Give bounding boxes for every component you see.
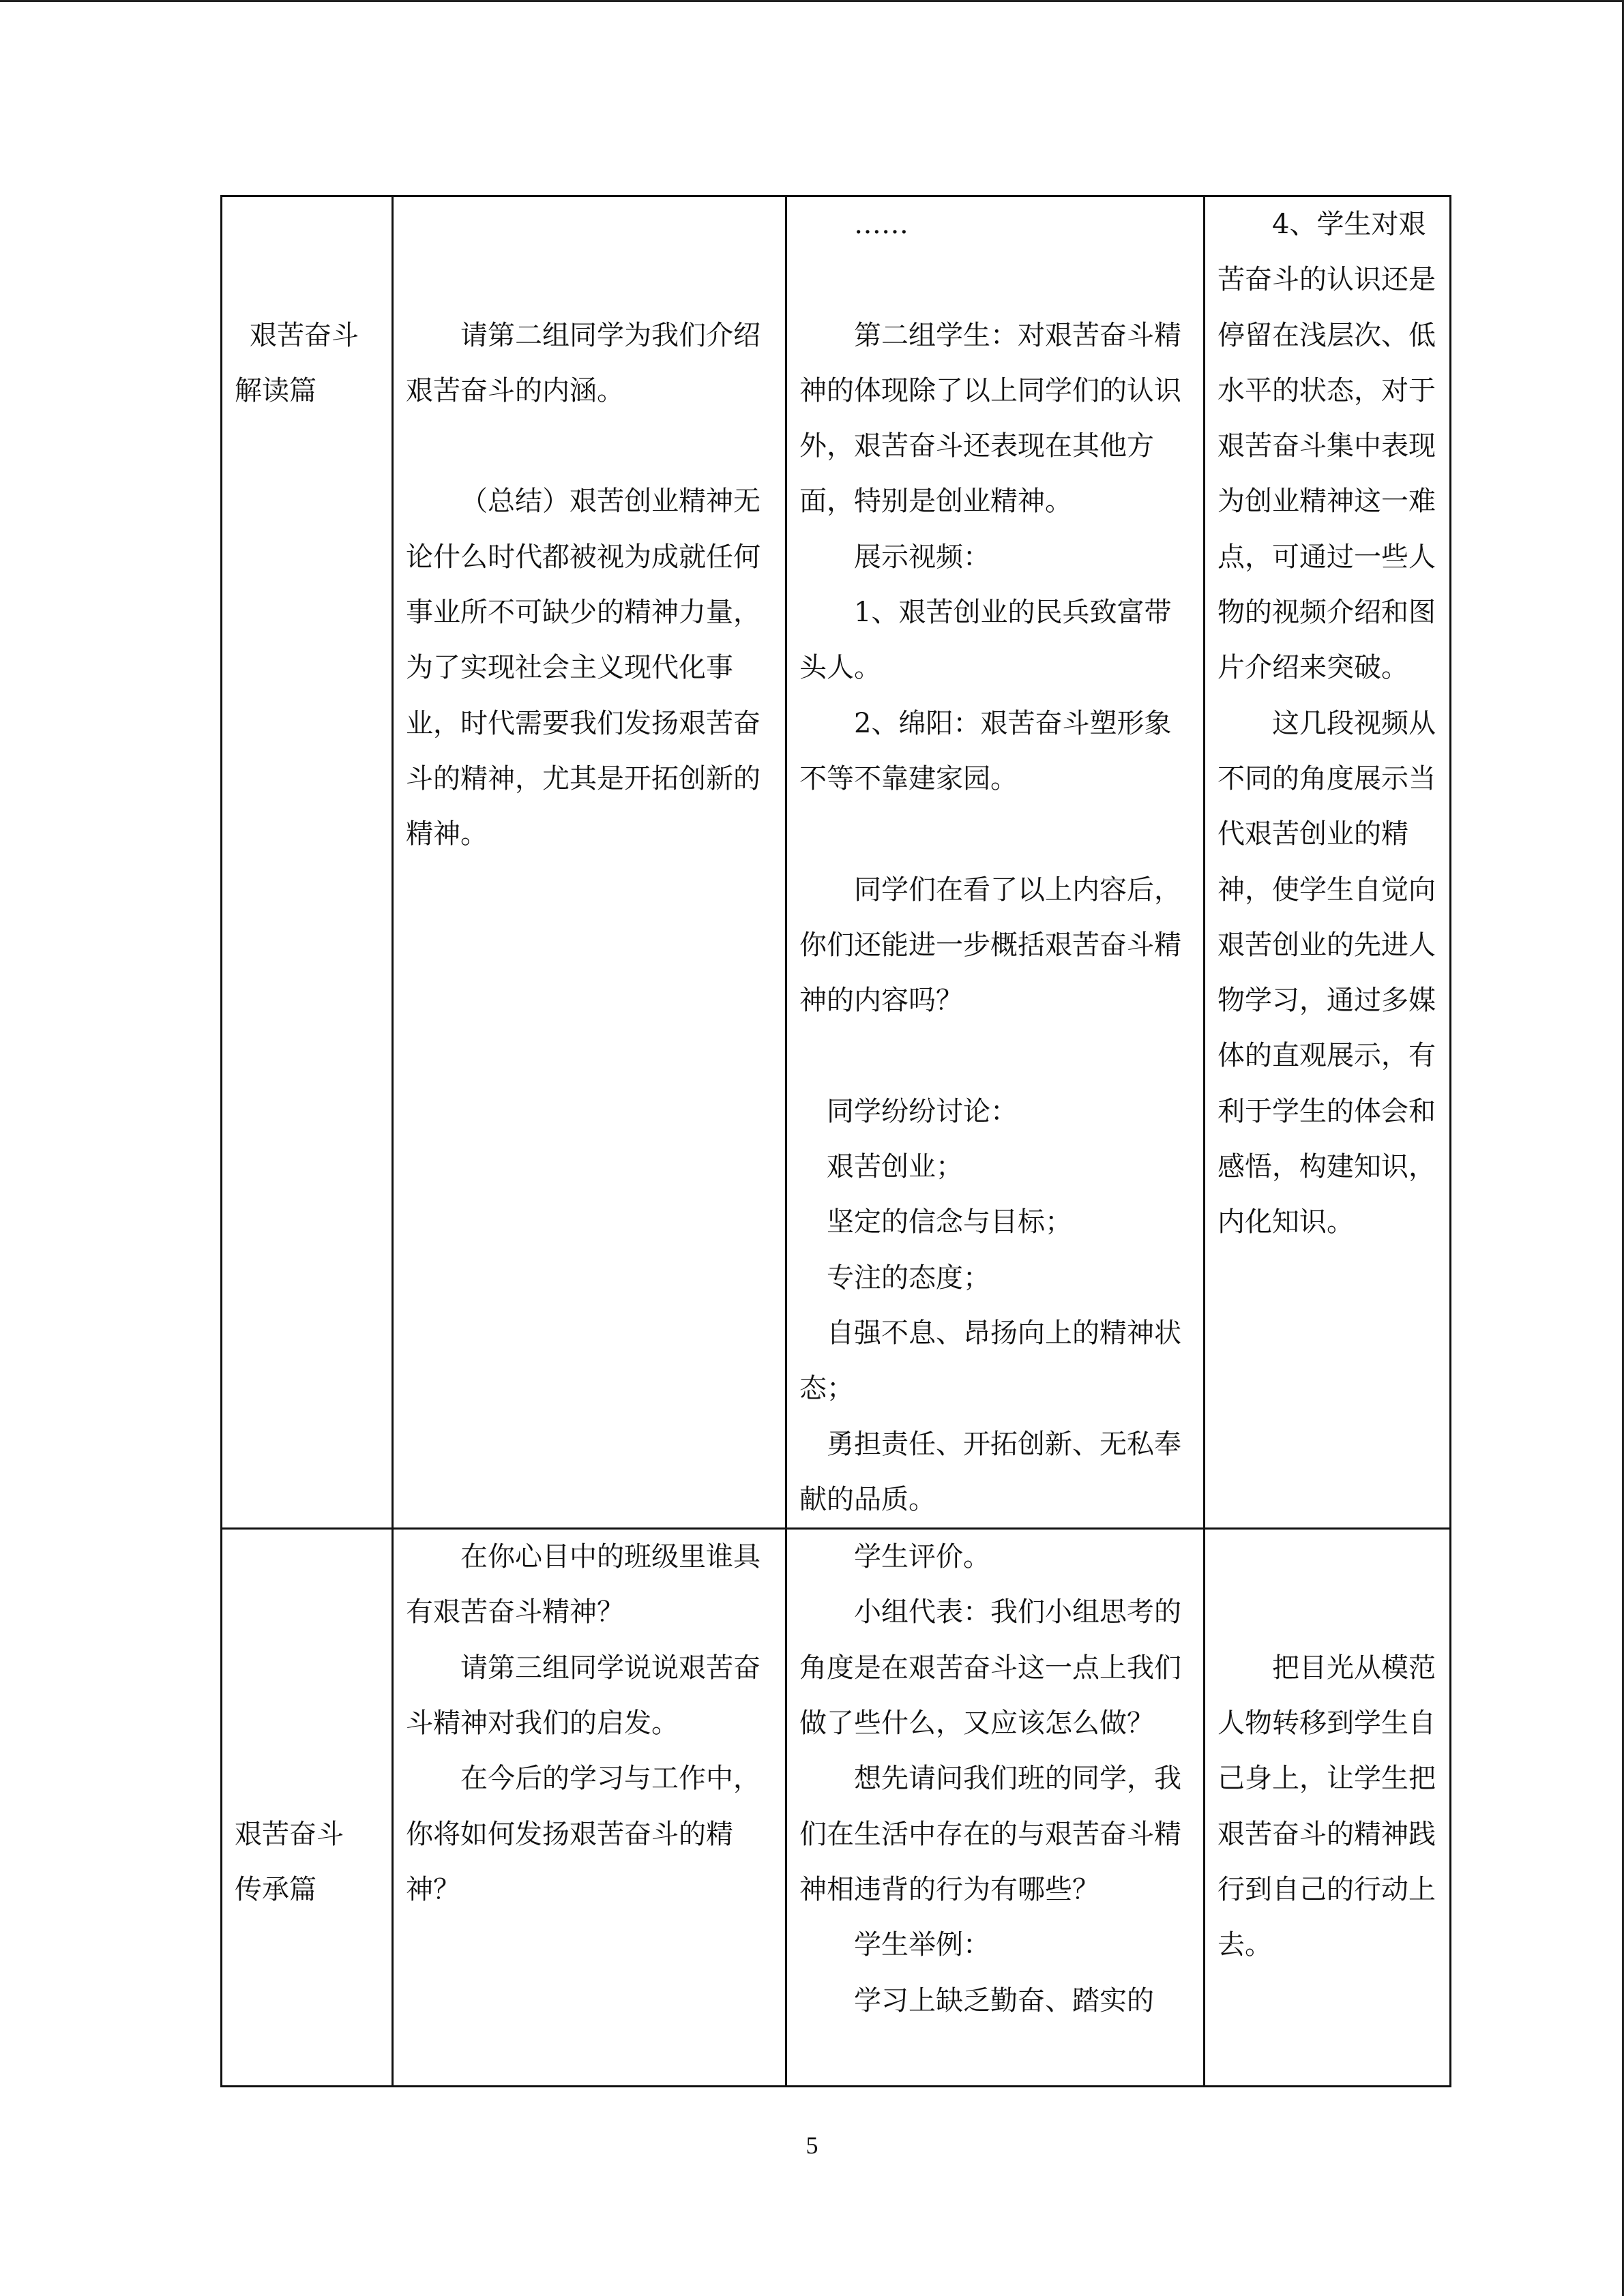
table-row <box>222 1529 1451 2087</box>
student-paragraph: 学生举例： <box>854 1929 990 1961</box>
design-intent-cell <box>1205 1529 1451 2087</box>
intent-paragraph: 这几段视频从不同的角度展示当代艰苦创业的精神，使学生自觉向艰苦创业的先进人物学习，通过多媒体的直观展示，有利于学生的体会和感悟，构建知识，内化知识。 <box>1217 707 1436 1238</box>
table-row <box>222 196 1451 1529</box>
student-paragraph: 同学纷纷讨论： <box>827 1095 1018 1127</box>
stage-name-line: 传承篇 <box>235 1873 316 1905</box>
teacher-paragraph: 请第三组同学说说艰苦奋斗精神对我们的启发。 <box>406 1652 761 1740</box>
teacher-paragraph: 请第二组同学为我们介绍艰苦奋斗的内涵。 <box>406 319 761 406</box>
stage-cell <box>222 196 393 1529</box>
student-paragraph: 坚定的信念与目标； <box>827 1206 1072 1238</box>
student-paragraph: 勇担责任、开拓创新、无私奉献的品质。 <box>799 1428 1181 1515</box>
student-paragraph: 展示视频： <box>854 541 990 573</box>
teacher-paragraph: 在今后的学习与工作中，你将如何发扬艰苦奋斗的精神？ <box>406 1763 761 1905</box>
student-activity-cell <box>786 1529 1205 2087</box>
student-paragraph: 学生评价。 <box>854 1541 990 1573</box>
teacher-paragraph: （总结）艰苦创业精神无论什么时代都被视为成就任何事业所不可缺少的精神力量，为了实现社会主义现代化事业，时代需要我们发扬艰苦奋斗的精神，尤其是开拓创新的精神。 <box>406 486 761 850</box>
student-paragraph: 2、绵阳：艰苦奋斗塑形象不等不靠建家园。 <box>799 707 1172 794</box>
page-top-border <box>0 0 1624 2</box>
student-activity-cell <box>786 196 1205 1529</box>
student-paragraph: 自强不息、昂扬向上的精神状态； <box>799 1317 1181 1405</box>
stage-name-line: 艰苦奋斗 <box>235 1818 344 1850</box>
design-intent-cell <box>1205 196 1451 1529</box>
student-paragraph: 小组代表：我们小组思考的角度是在艰苦奋斗这一点上我们做了些什么，又应该怎么做？ <box>799 1596 1181 1740</box>
lesson-plan-table <box>220 195 1451 2087</box>
stage-cell <box>222 1529 393 2087</box>
teacher-activity-cell <box>393 196 786 1529</box>
page-number: 5 <box>806 2132 818 2159</box>
student-paragraph: 第二组学生：对艰苦奋斗精神的体现除了以上同学们的认识外，艰苦奋斗还表现在其他方面，特别是创业精神。 <box>799 319 1181 518</box>
teacher-activity-cell <box>393 1529 786 2087</box>
intent-paragraph: 4、学生对艰苦奋斗的认识还是停留在浅层次、低水平的状态，对于艰苦奋斗集中表现为创业精神这一难点，可通过一些人物的视频介绍和图片介绍来突破。 <box>1217 209 1436 684</box>
student-paragraph: …… <box>854 209 909 240</box>
student-paragraph: 想先请问我们班的同学，我们在生活中存在的与艰苦奋斗精神相违背的行为有哪些？ <box>799 1763 1181 1905</box>
student-paragraph: 艰苦创业； <box>827 1151 963 1183</box>
stage-name-line: 艰苦奋斗 <box>250 319 359 351</box>
student-paragraph: 学习上缺乏勤奋、踏实的 <box>854 1984 1154 2016</box>
teacher-paragraph: 在你心目中的班级里谁具有艰苦奋斗精神？ <box>406 1541 761 1628</box>
stage-name-line: 解读篇 <box>235 374 316 406</box>
student-paragraph: 专注的态度； <box>827 1262 990 1294</box>
student-paragraph: 同学们在看了以上内容后，你们还能进一步概括艰苦奋斗精神的内容吗？ <box>799 874 1181 1017</box>
student-paragraph: 1、艰苦创业的民兵致富带头人。 <box>799 597 1172 684</box>
intent-paragraph: 把目光从模范人物转移到学生自己身上，让学生把艰苦奋斗的精神践行到自己的行动上去。 <box>1217 1652 1436 1961</box>
